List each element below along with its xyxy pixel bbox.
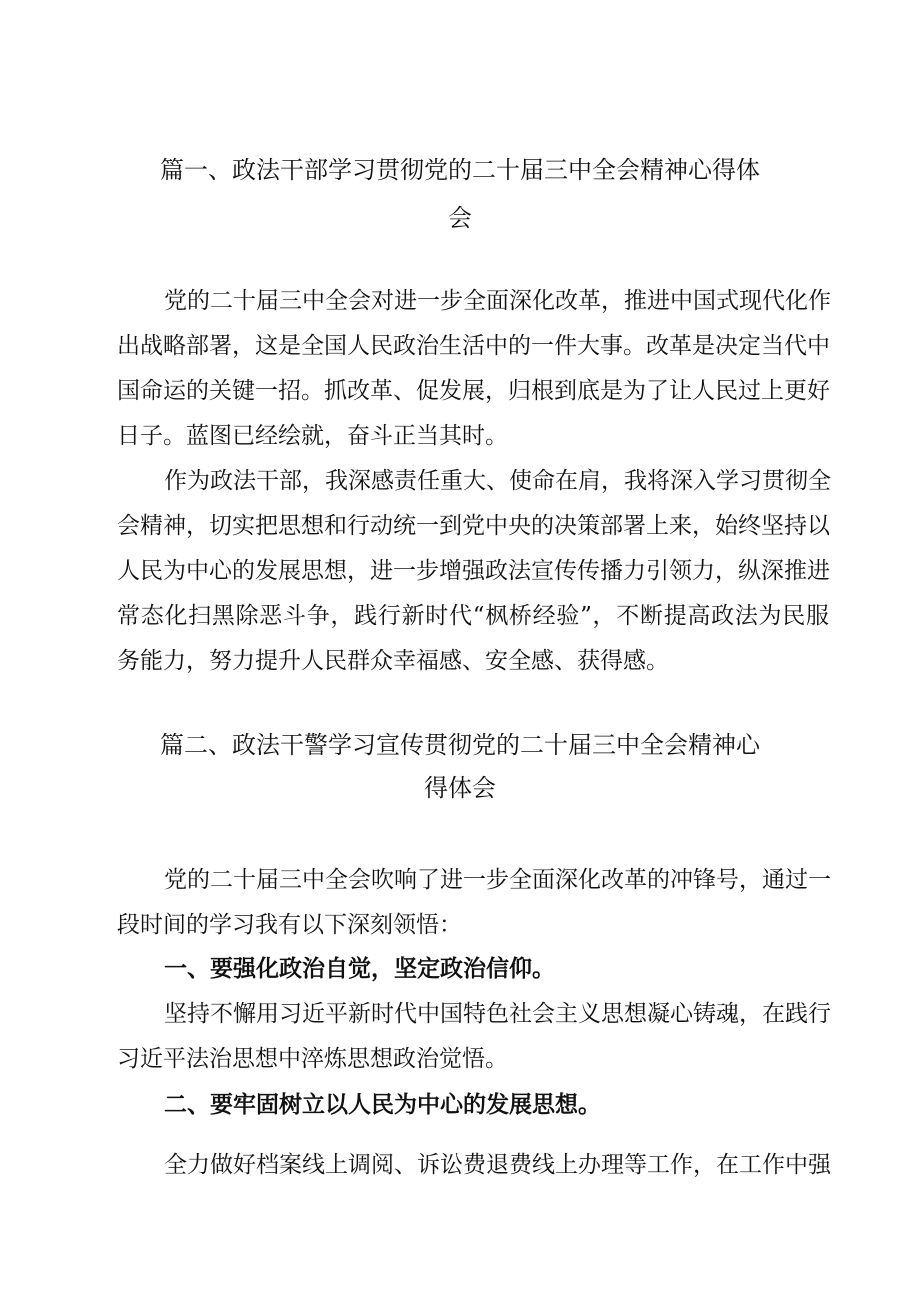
- article1-p1-line2: 出战略部署，这是全国人民政治生活中的一件大事。改革是决定当代中: [117, 333, 830, 359]
- article1-p1-line1: 党的二十届三中全会对进一步全面深化改革，推进中国式现代化作: [164, 288, 831, 314]
- article1-title-line2: 会: [448, 204, 472, 232]
- article1-p2-line3: 人民为中心的发展思想，进一步增强政法宣传传播力引领力，纵深推进: [117, 558, 830, 584]
- article2-heading2: 二、要牢固树立以人民为中心的发展思想。: [164, 1092, 601, 1118]
- article1-p2-line5: 务能力，努力提升人民群众幸福感、安全感、获得感。: [117, 648, 669, 674]
- article2-p2-line2: 习近平法治思想中淬炼思想政治觉悟。: [117, 1046, 508, 1072]
- article2-p2-line1: 坚持不懈用习近平新时代中国特色社会主义思想凝心铸魂，在践行: [164, 1001, 831, 1027]
- article2-title-line2: 得体会: [424, 774, 496, 802]
- article2-p3-line1: 全力做好档案线上调阅、诉讼费退费线上办理等工作，在工作中强: [164, 1152, 831, 1178]
- article1-p2-line2: 会精神，切实把思想和行动统一到党中央的决策部署上来，始终坚持以: [117, 513, 830, 539]
- article1-title-line1: 篇一、政法干部学习贯彻党的二十届三中全会精神心得体: [160, 156, 760, 184]
- article2-p1-line2: 段时间的学习我有以下深刻领悟：: [117, 912, 462, 938]
- article2-title-line1: 篇二、政法干警学习宣传贯彻党的二十届三中全会精神心: [160, 731, 760, 759]
- article1-p1-line3: 国命运的关键一招。抓改革、促发展，归根到底是为了让人民过上更好: [117, 378, 830, 404]
- article1-p2-line4: 常态化扫黑除恶斗争，践行新时代“枫桥经验”，不断提高政法为民服: [117, 603, 829, 629]
- article2-p1-line1: 党的二十届三中全会吹响了进一步全面深化改革的冲锋号，通过一: [164, 867, 831, 893]
- article1-p2-line1: 作为政法干部，我深感责任重大、使命在肩，我将深入学习贯彻全: [164, 468, 831, 494]
- article1-p1-line4: 日子。蓝图已经绘就，奋斗正当其时。: [117, 423, 508, 449]
- article2-heading1: 一、要强化政治自觉，坚定政治信仰。: [164, 956, 555, 982]
